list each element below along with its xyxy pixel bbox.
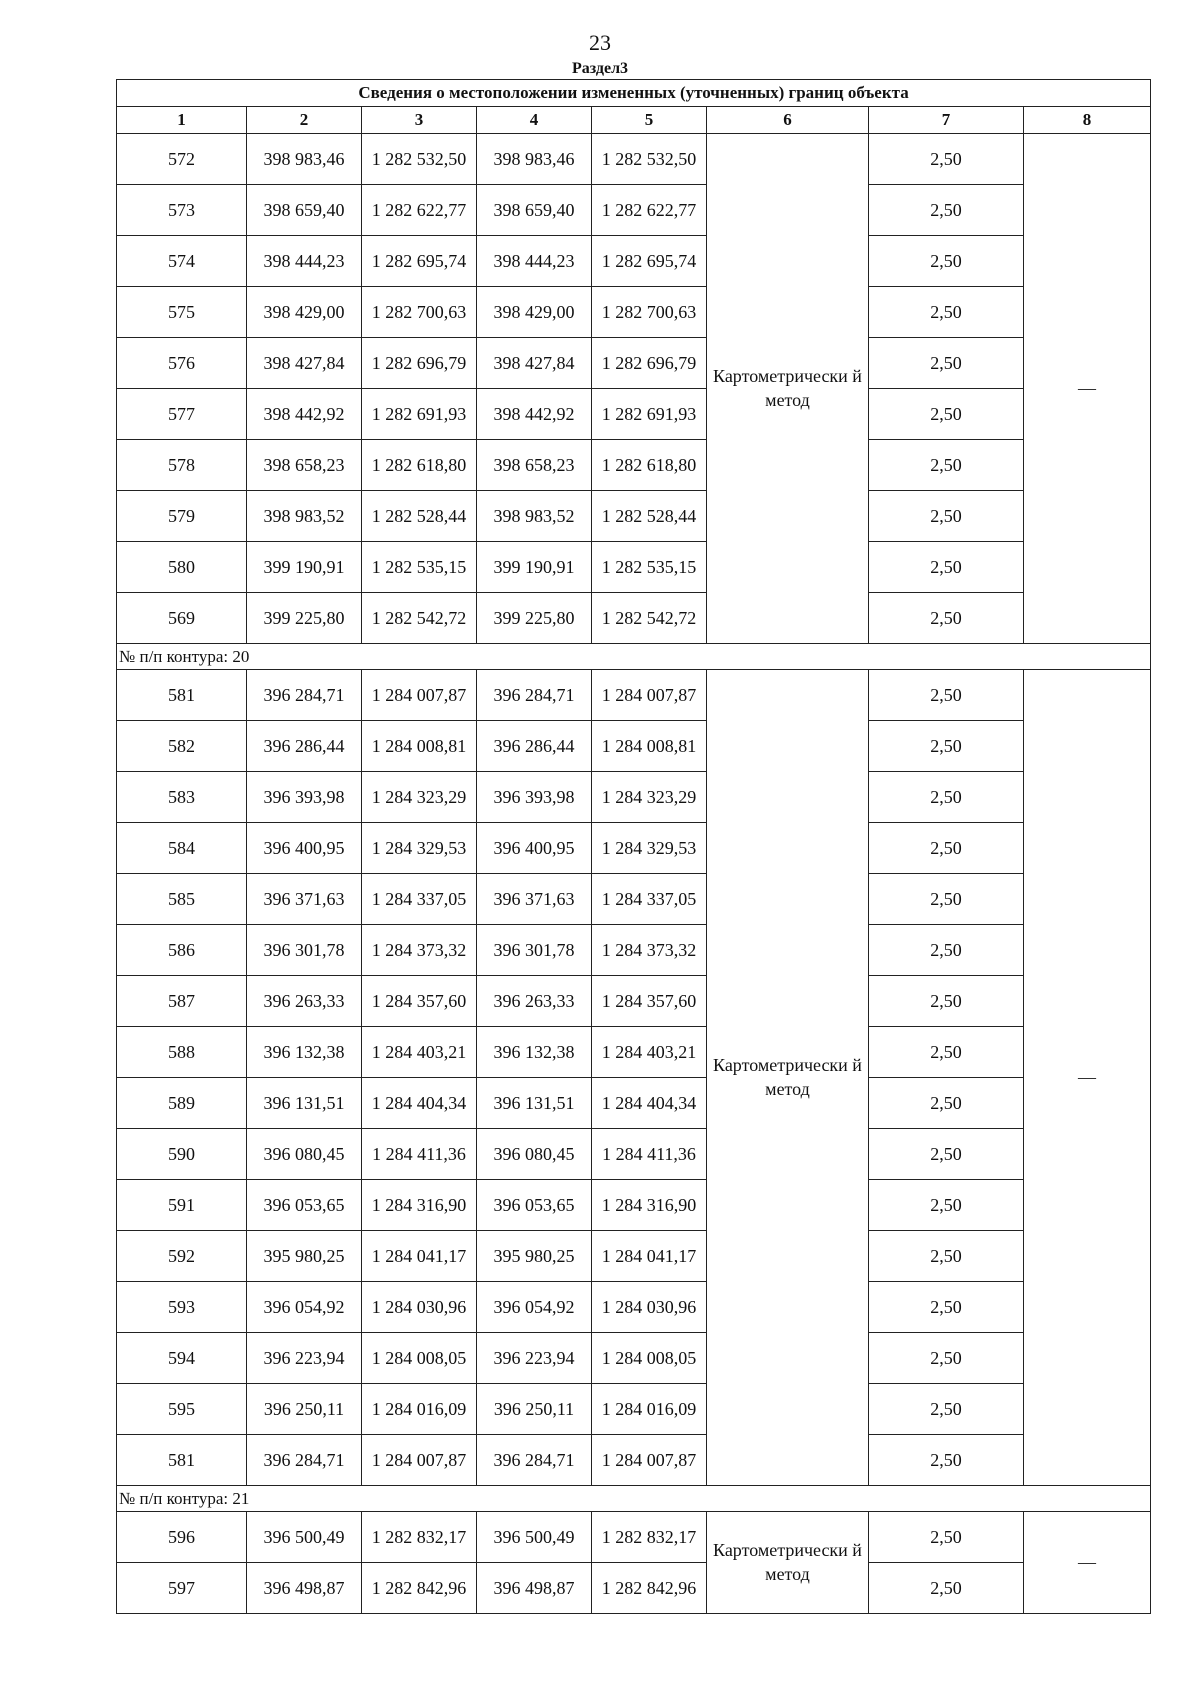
table-cell: 398 658,23 <box>247 440 362 491</box>
table-row <box>117 389 1151 440</box>
table-row <box>117 134 1151 185</box>
table-row <box>117 721 1151 772</box>
table-cell: 398 983,52 <box>247 491 362 542</box>
table-cell: 576 <box>117 338 247 389</box>
table-cell: 396 080,45 <box>247 1129 362 1180</box>
table-cell: 396 053,65 <box>477 1180 592 1231</box>
table-cell: 594 <box>117 1333 247 1384</box>
table-cell: 1 284 403,21 <box>362 1027 477 1078</box>
table-cell: 1 284 008,05 <box>362 1333 477 1384</box>
table-cell: 1 284 337,05 <box>362 874 477 925</box>
table-cell: 2,50 <box>869 134 1024 185</box>
table-cell: 396 286,44 <box>247 721 362 772</box>
table-cell: 396 250,11 <box>477 1384 592 1435</box>
table-cell: 398 659,40 <box>247 185 362 236</box>
table-cell: 1 284 008,81 <box>362 721 477 772</box>
table-cell: 1 284 007,87 <box>362 670 477 721</box>
table-cell: 396 284,71 <box>247 1435 362 1486</box>
table-cell: 396 263,33 <box>247 976 362 1027</box>
table-cell: 2,50 <box>869 287 1024 338</box>
table-cell: 396 301,78 <box>477 925 592 976</box>
table-row <box>117 823 1151 874</box>
table-cell: 595 <box>117 1384 247 1435</box>
table-cell: 2,50 <box>869 593 1024 644</box>
table-cell: 2,50 <box>869 542 1024 593</box>
table-row <box>117 1384 1151 1435</box>
table-cell: 1 284 329,53 <box>362 823 477 874</box>
table-cell: 396 393,98 <box>247 772 362 823</box>
column-number: 7 <box>869 107 1024 134</box>
contour-label: № п/п контура: 20 <box>117 644 1151 670</box>
table-row <box>117 1129 1151 1180</box>
table-cell: 590 <box>117 1129 247 1180</box>
table-row <box>117 1027 1151 1078</box>
table-cell: 398 442,92 <box>477 389 592 440</box>
table-cell: 395 980,25 <box>247 1231 362 1282</box>
table-cell: 581 <box>117 1435 247 1486</box>
table-cell: 396 400,95 <box>477 823 592 874</box>
table-cell: 396 284,71 <box>477 1435 592 1486</box>
table-cell: 1 282 528,44 <box>362 491 477 542</box>
table-cell: 396 371,63 <box>247 874 362 925</box>
table-cell: 1 282 832,17 <box>362 1512 477 1563</box>
table-cell: 582 <box>117 721 247 772</box>
table-cell: 596 <box>117 1512 247 1563</box>
page-number: 23 <box>589 30 611 55</box>
table-cell: 2,50 <box>869 1563 1024 1614</box>
table-cell: 586 <box>117 925 247 976</box>
table-cell: 2,50 <box>869 1231 1024 1282</box>
table-cell: 1 284 404,34 <box>362 1078 477 1129</box>
table-cell: 1 282 622,77 <box>592 185 707 236</box>
table-caption: Сведения о местоположении измененных (уточненных) границ объекта <box>117 80 1151 107</box>
table-cell: 1 284 411,36 <box>592 1129 707 1180</box>
table-cell: 1 282 542,72 <box>362 593 477 644</box>
table-cell: 2,50 <box>869 874 1024 925</box>
table-cell: 396 263,33 <box>477 976 592 1027</box>
table-cell: 1 284 373,32 <box>362 925 477 976</box>
table-cell: 575 <box>117 287 247 338</box>
table-body <box>117 134 1151 1614</box>
table-cell: 1 282 696,79 <box>592 338 707 389</box>
table-row <box>117 925 1151 976</box>
contour-row <box>117 644 1151 670</box>
boundary-table <box>116 79 1151 1614</box>
table-cell: 580 <box>117 542 247 593</box>
table-cell: 1 284 411,36 <box>362 1129 477 1180</box>
table-cell: 1 282 532,50 <box>592 134 707 185</box>
table-cell: 1 284 337,05 <box>592 874 707 925</box>
table-cell: 396 301,78 <box>247 925 362 976</box>
table-cell: 1 284 316,90 <box>362 1180 477 1231</box>
table-cell: 2,50 <box>869 1435 1024 1486</box>
table-row <box>117 236 1151 287</box>
table-cell: 398 658,23 <box>477 440 592 491</box>
table-cell: 396 054,92 <box>477 1282 592 1333</box>
table-cell: 1 284 008,05 <box>592 1333 707 1384</box>
table-cell: 1 282 700,63 <box>592 287 707 338</box>
table-cell: 2,50 <box>869 338 1024 389</box>
table-cell: 396 223,94 <box>477 1333 592 1384</box>
table-cell: 587 <box>117 976 247 1027</box>
table-cell: 396 054,92 <box>247 1282 362 1333</box>
table-row <box>117 1512 1151 1563</box>
table-cell: 1 284 030,96 <box>362 1282 477 1333</box>
table-cell: 585 <box>117 874 247 925</box>
table-cell: 2,50 <box>869 1512 1024 1563</box>
table-cell: 2,50 <box>869 670 1024 721</box>
table-cell: 2,50 <box>869 925 1024 976</box>
table-cell: 1 284 357,60 <box>592 976 707 1027</box>
table-cell: 398 429,00 <box>247 287 362 338</box>
table-cell: 396 132,38 <box>477 1027 592 1078</box>
table-cell: 1 284 030,96 <box>592 1282 707 1333</box>
table-cell: 398 983,46 <box>477 134 592 185</box>
column-number: 4 <box>477 107 592 134</box>
table-cell: 2,50 <box>869 1078 1024 1129</box>
table-cell: 1 284 007,87 <box>592 1435 707 1486</box>
table-cell: 396 250,11 <box>247 1384 362 1435</box>
table-cell: 569 <box>117 593 247 644</box>
table-cell: 399 225,80 <box>477 593 592 644</box>
table-cell: 1 282 528,44 <box>592 491 707 542</box>
table-row <box>117 1333 1151 1384</box>
table-cell: 399 190,91 <box>247 542 362 593</box>
table-cell: 2,50 <box>869 185 1024 236</box>
contour-label: № п/п контура: 21 <box>117 1486 1151 1512</box>
table-cell: 1 282 842,96 <box>362 1563 477 1614</box>
table-row <box>117 1180 1151 1231</box>
table-cell: 1 282 618,80 <box>592 440 707 491</box>
table-cell: 584 <box>117 823 247 874</box>
table-cell: 1 284 357,60 <box>362 976 477 1027</box>
table-cell: 1 284 041,17 <box>592 1231 707 1282</box>
table-row <box>117 1563 1151 1614</box>
table-cell: 399 190,91 <box>477 542 592 593</box>
table-cell: 1 282 696,79 <box>362 338 477 389</box>
table-cell: 396 371,63 <box>477 874 592 925</box>
table-cell: 2,50 <box>869 823 1024 874</box>
column-number: 6 <box>707 107 869 134</box>
col8-cell: — <box>1024 670 1151 1486</box>
table-row <box>117 440 1151 491</box>
table-cell: 396 498,87 <box>247 1563 362 1614</box>
column-number: 5 <box>592 107 707 134</box>
table-cell: 396 498,87 <box>477 1563 592 1614</box>
table-row <box>117 287 1151 338</box>
table-row <box>117 185 1151 236</box>
table-cell: 1 284 404,34 <box>592 1078 707 1129</box>
table-row <box>117 1078 1151 1129</box>
table-cell: 589 <box>117 1078 247 1129</box>
table-cell: 396 223,94 <box>247 1333 362 1384</box>
table-cell: 2,50 <box>869 1333 1024 1384</box>
table-cell: 1 284 007,87 <box>362 1435 477 1486</box>
table-cell: 1 282 535,15 <box>592 542 707 593</box>
table-cell: 396 131,51 <box>247 1078 362 1129</box>
table-cell: 396 284,71 <box>477 670 592 721</box>
table-cell: 2,50 <box>869 389 1024 440</box>
table-cell: 1 284 403,21 <box>592 1027 707 1078</box>
table-cell: 597 <box>117 1563 247 1614</box>
column-number: 2 <box>247 107 362 134</box>
table-cell: 1 282 532,50 <box>362 134 477 185</box>
table-row <box>117 670 1151 721</box>
column-number: 1 <box>117 107 247 134</box>
method-cell: Картометрически й метод <box>707 670 869 1486</box>
table-row <box>117 1435 1151 1486</box>
table-cell: 578 <box>117 440 247 491</box>
table-cell: 396 286,44 <box>477 721 592 772</box>
table-cell: 1 284 329,53 <box>592 823 707 874</box>
table-cell: 591 <box>117 1180 247 1231</box>
table-cell: 1 282 691,93 <box>592 389 707 440</box>
table-cell: 1 284 041,17 <box>362 1231 477 1282</box>
table-cell: 1 284 373,32 <box>592 925 707 976</box>
col8-cell: — <box>1024 134 1151 644</box>
table-cell: 396 393,98 <box>477 772 592 823</box>
table-cell: 588 <box>117 1027 247 1078</box>
column-number: 3 <box>362 107 477 134</box>
table-row <box>117 593 1151 644</box>
table-cell: 2,50 <box>869 236 1024 287</box>
table-cell: 581 <box>117 670 247 721</box>
table-cell: 1 284 323,29 <box>592 772 707 823</box>
table-cell: 1 282 535,15 <box>362 542 477 593</box>
table-cell: 1 282 700,63 <box>362 287 477 338</box>
table-row <box>117 772 1151 823</box>
col8-cell: — <box>1024 1512 1151 1614</box>
table-cell: 398 442,92 <box>247 389 362 440</box>
table-cell: 1 282 618,80 <box>362 440 477 491</box>
table-cell: 398 983,46 <box>247 134 362 185</box>
table-cell: 592 <box>117 1231 247 1282</box>
table-cell: 1 284 316,90 <box>592 1180 707 1231</box>
table-cell: 2,50 <box>869 721 1024 772</box>
method-cell: Картометрически й метод <box>707 134 869 644</box>
table-row <box>117 874 1151 925</box>
table-cell: 573 <box>117 185 247 236</box>
table-cell: 1 282 542,72 <box>592 593 707 644</box>
table-cell: 398 427,84 <box>247 338 362 389</box>
table-cell: 1 282 691,93 <box>362 389 477 440</box>
table-cell: 395 980,25 <box>477 1231 592 1282</box>
contour-row <box>117 1486 1151 1512</box>
table-cell: 396 284,71 <box>247 670 362 721</box>
table-cell: 2,50 <box>869 440 1024 491</box>
table-row <box>117 542 1151 593</box>
table-cell: 2,50 <box>869 1180 1024 1231</box>
table-cell: 398 427,84 <box>477 338 592 389</box>
table-cell: 577 <box>117 389 247 440</box>
table-cell: 593 <box>117 1282 247 1333</box>
table-row <box>117 976 1151 1027</box>
table-cell: 396 400,95 <box>247 823 362 874</box>
table-cell: 1 282 622,77 <box>362 185 477 236</box>
table-cell: 396 500,49 <box>247 1512 362 1563</box>
table-row <box>117 491 1151 542</box>
table-cell: 398 429,00 <box>477 287 592 338</box>
table-cell: 1 282 695,74 <box>362 236 477 287</box>
table-cell: 398 444,23 <box>247 236 362 287</box>
table-cell: 2,50 <box>869 1384 1024 1435</box>
table-cell: 398 444,23 <box>477 236 592 287</box>
table-cell: 1 284 016,09 <box>592 1384 707 1435</box>
table-cell: 2,50 <box>869 1129 1024 1180</box>
table-cell: 398 659,40 <box>477 185 592 236</box>
table-cell: 1 284 007,87 <box>592 670 707 721</box>
table-cell: 2,50 <box>869 1282 1024 1333</box>
table-cell: 2,50 <box>869 1027 1024 1078</box>
table-cell: 574 <box>117 236 247 287</box>
table-cell: 1 284 323,29 <box>362 772 477 823</box>
table-cell: 1 284 016,09 <box>362 1384 477 1435</box>
table-row <box>117 1231 1151 1282</box>
table-row <box>117 338 1151 389</box>
table-cell: 579 <box>117 491 247 542</box>
table-cell: 583 <box>117 772 247 823</box>
table-cell: 572 <box>117 134 247 185</box>
table-cell: 1 282 695,74 <box>592 236 707 287</box>
table-cell: 396 080,45 <box>477 1129 592 1180</box>
table-cell: 2,50 <box>869 772 1024 823</box>
table-row <box>117 1282 1151 1333</box>
table-cell: 1 282 842,96 <box>592 1563 707 1614</box>
table-cell: 1 282 832,17 <box>592 1512 707 1563</box>
table-cell: 396 131,51 <box>477 1078 592 1129</box>
method-cell: Картометрически й метод <box>707 1512 869 1614</box>
table-cell: 2,50 <box>869 491 1024 542</box>
column-number: 8 <box>1024 107 1151 134</box>
table-cell: 1 284 008,81 <box>592 721 707 772</box>
table-cell: 396 053,65 <box>247 1180 362 1231</box>
section-title: Раздел3 <box>571 60 629 77</box>
table-cell: 2,50 <box>869 976 1024 1027</box>
table-cell: 399 225,80 <box>247 593 362 644</box>
table-cell: 396 132,38 <box>247 1027 362 1078</box>
table-cell: 398 983,52 <box>477 491 592 542</box>
table-cell: 396 500,49 <box>477 1512 592 1563</box>
